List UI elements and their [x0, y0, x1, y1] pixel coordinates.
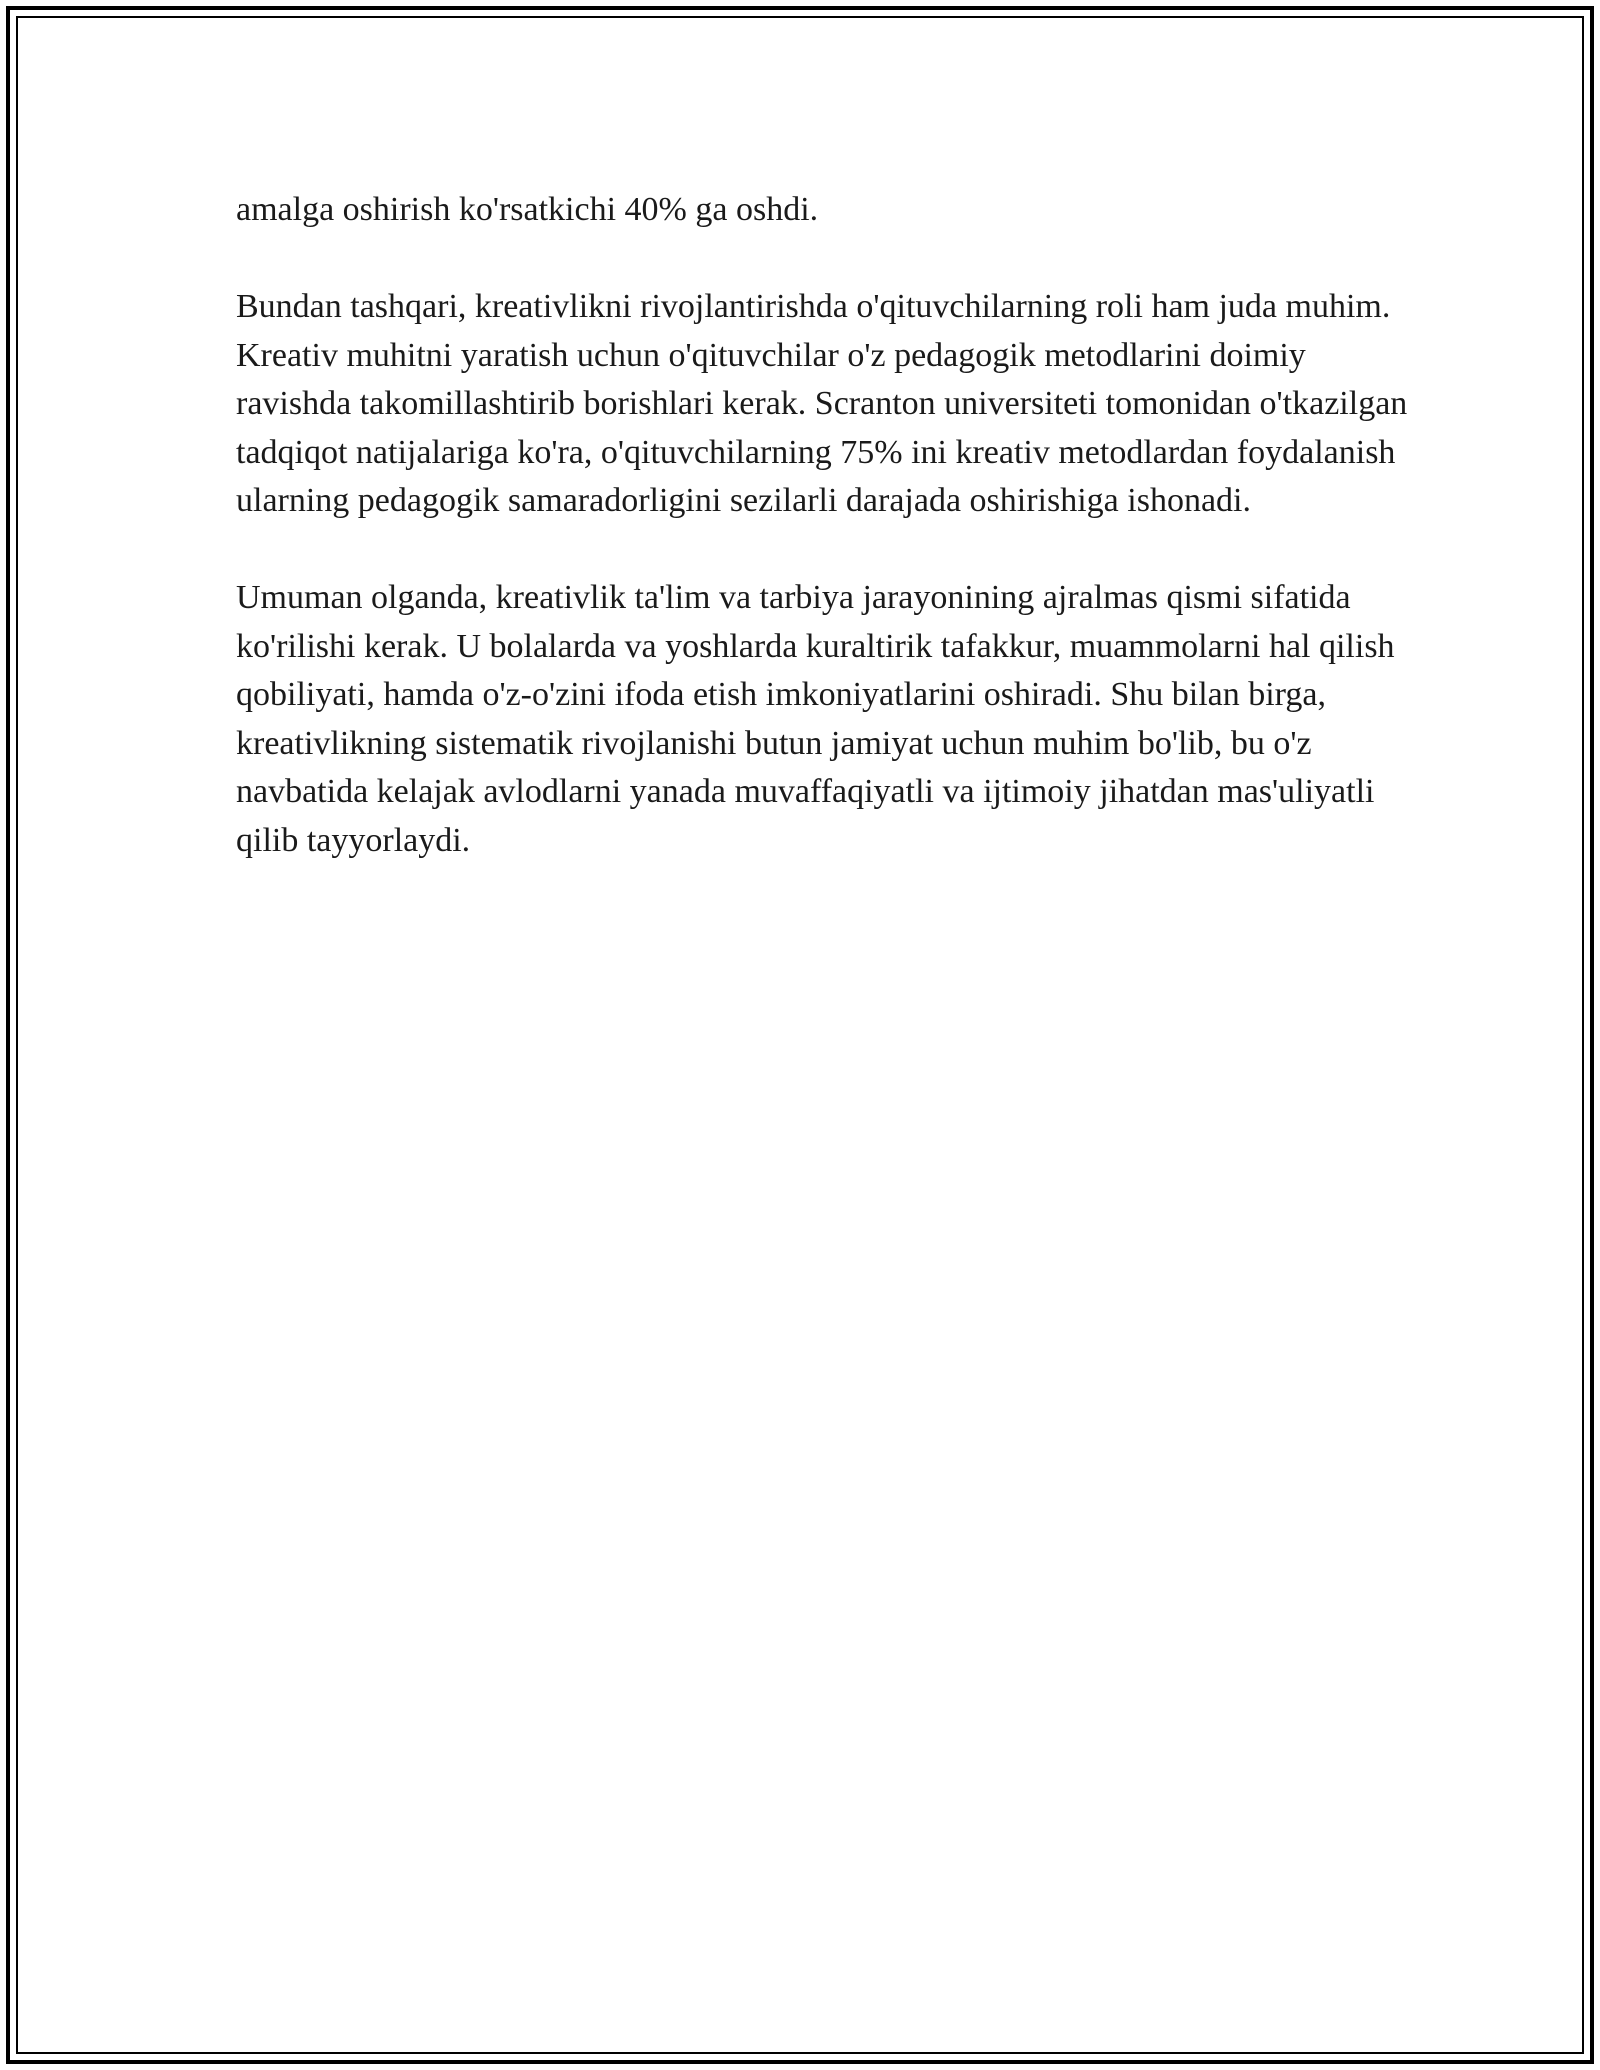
document-body — [236, 186, 1416, 914]
paragraph-3: Umuman olganda, kreativlik ta'lim va tarbiya jarayonining ajralmas qismi sifatida ko'rilishi kerak. U bolalarda va yoshlarda kuraltirik tafakkur, muammolarni hal qilish qobiliyati, hamda o'z-o'zini ifoda etish imkoniyatlarini oshiradi. Shu bilan birga, kreativlikning sistematik rivojlanishi butun jamiyat uchun muhim bo'lib, bu o'z navbatida kelajak avlodlarni yanada muvaffaqiyatli va ijtimoiy jihatdan mas'uliyatli qilib tayyorlaydi. — [236, 579, 1395, 859]
paragraph-1: amalga oshirish ko'rsatkichi 40% ga oshdi. — [236, 191, 819, 228]
paragraph-2: Bundan tashqari, kreativlikni rivojlantirishda o'qituvchilarning roli ham juda muhim. Kreativ muhitni yaratish uchun o'qituvchilar o'z pedagogik metodlarini doimiy ravishda takomillashtirib borishlari kerak. Scranton universiteti tomonidan o'tkazilgan tadqiqot natijalariga ko'ra, o'qituvchilarning 75% ini kreativ metodlardan foydalanish ularning pedagogik samaradorligini sezilarli darajada oshirishiga ishonadi. — [236, 288, 1408, 519]
